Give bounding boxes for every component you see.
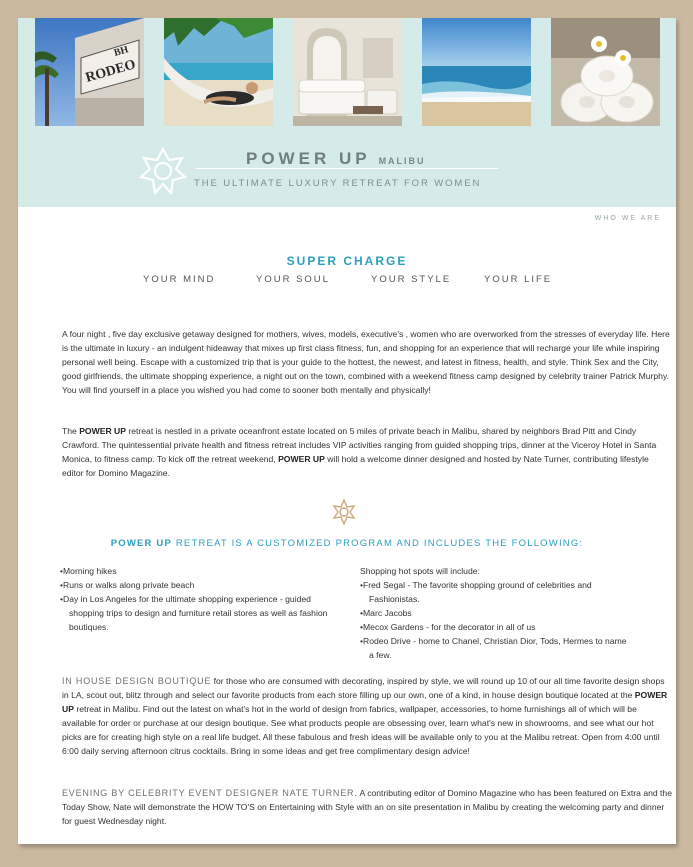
list-item: • Morning hikes <box>60 564 330 578</box>
list-item: • Rodeo Drive - home to Chanel, Christian Dior, Tods, Hermes to name a few. <box>360 634 632 662</box>
svg-text:BH: BH <box>112 44 130 59</box>
svg-text:RODEO: RODEO <box>83 57 138 86</box>
intro-paragraph: A four night , five day exclusive getaway designed for mothers, wives, models, executive's , women who are overworked from the stresses of everyday life. Here is the ultimate in luxury - an indulgent hideaway that mixes up first class fitness, fun, and shopping for an experience that will recharge your life while inspiring personal well being. Escape with a customized trip that is your guide to the hottest, the newest, and latest in fitness, health, and style. Think Sex and the City, good girlfriends, the ultimate shopping experience, a night out on the town, combined with a weekend fitness camp designed by celebrity trainer Patrick Murphy. You will find yourself in a place you wished you had come to sooner both mentally and physically! <box>62 329 670 395</box>
activities-list <box>60 564 330 634</box>
brand-name: POWER UP <box>246 149 371 168</box>
boutique-label: IN HOUSE DESIGN BOUTIQUE <box>62 676 212 686</box>
evening-paragraph: EVENING BY CELEBRITY EVENT DESIGNER NATE TURNER. A contributing editor of Domino Magazine who has been featured on Extra and the Today Show, Nate will demonstrate the HOW TO'S on Entertaining with Style with an on site presentation in Malibu by creating the welcoming party and dinner for guest Wednesday night. <box>62 788 672 826</box>
white-living-room-photo <box>293 18 402 126</box>
hero-sub-life: YOUR LIFE <box>484 274 553 285</box>
list-item: • Day in Los Angeles for the ultimate shopping experience - guided shopping trips to design and furniture retail stores as well as fashion boutiques. <box>60 592 330 634</box>
header-banner <box>18 18 676 207</box>
hero-sub-soul: YOUR SOUL <box>256 274 330 285</box>
brand-divider <box>196 168 498 169</box>
brand-tagline: THE ULTIMATE LUXURY RETREAT FOR WOMEN <box>194 178 482 189</box>
shopping-heading: Shopping hot spots will include: <box>360 566 480 576</box>
hero-sub-style: YOUR STYLE <box>371 274 452 285</box>
brochure-page <box>18 18 676 844</box>
program-heading: POWER UP RETREAT IS A CUSTOMIZED PROGRAM AND INCLUDES THE FOLLOWING: <box>110 538 584 549</box>
brand-title <box>246 149 426 169</box>
program-brand: POWER UP <box>110 538 173 549</box>
list-item: • Runs or walks along private beach <box>60 578 330 592</box>
hammock-beach-photo <box>164 18 273 126</box>
ocean-beach-photo <box>422 18 531 126</box>
who-we-are-link[interactable]: WHO WE ARE <box>594 215 661 222</box>
shopping-list <box>360 578 632 662</box>
power-up-logo-icon <box>138 146 188 196</box>
location-paragraph: The POWER UP retreat is nestled in a private oceanfront estate located on 5 miles of private beach in Malibu, shared by neighbors Brad Pitt and Cindy Crawford. The quintessential private health and fitness retreat includes VIP activities ranging from guided shopping trips, dinner at the Viceroy Hotel in Santa Monica, to fitness camp. To kick off the retreat weekend, POWER UP will hold a welcome dinner designed and hosted by Nate Turner, contributing lifestyle editor for Domino Magazine. <box>62 426 657 478</box>
ornament-icon <box>331 499 357 525</box>
boutique-paragraph: IN HOUSE DESIGN BOUTIQUE for those who are consumed with decorating, inspired by style, we will round up 10 of our all time favorite design shops in LA, scout out, blitz through and select our favorite products from each store filling up our own, one of a kind, in house design boutique located at the POWER UP retreat in Malibu. Find out the latest on what's hot in the world of design from fabrics, wallpaper, accessories, to home furnishings all of which will be available for order or purchase at our design boutique. See what products people are obsessing over, learn what's new in showrooms, and see what our hot picks are for creating high style on a real life budget. All these fabulous and fresh ideas will be available only to you at the Malibu retreat. Open from 4:00 until 6:00 daily serving afternoon citrus cocktails. Bring in some ideas and get free complimentary design advice! <box>62 676 668 756</box>
list-item: • Fred Segal - The favorite shopping ground of celebrities and Fashionistas. <box>360 578 632 606</box>
rodeo-sign-photo <box>35 18 144 126</box>
list-item: • Mecox Gardens - for the decorator in all of us <box>360 620 632 634</box>
hero-sub-mind: YOUR MIND <box>143 274 216 285</box>
brand-inline-2: POWER UP <box>278 454 325 464</box>
rolled-towels-orchid-photo <box>551 18 660 126</box>
hero-title: SUPER CHARGE <box>286 254 408 268</box>
brand-inline-1: POWER UP <box>79 426 126 436</box>
brand-location: MALIBU <box>378 156 426 166</box>
list-item: • Marc Jacobs <box>360 606 632 620</box>
brand-inline-3: POWER UP <box>62 690 668 714</box>
evening-label: EVENING BY CELEBRITY EVENT DESIGNER NATE TURNER. <box>62 788 358 798</box>
